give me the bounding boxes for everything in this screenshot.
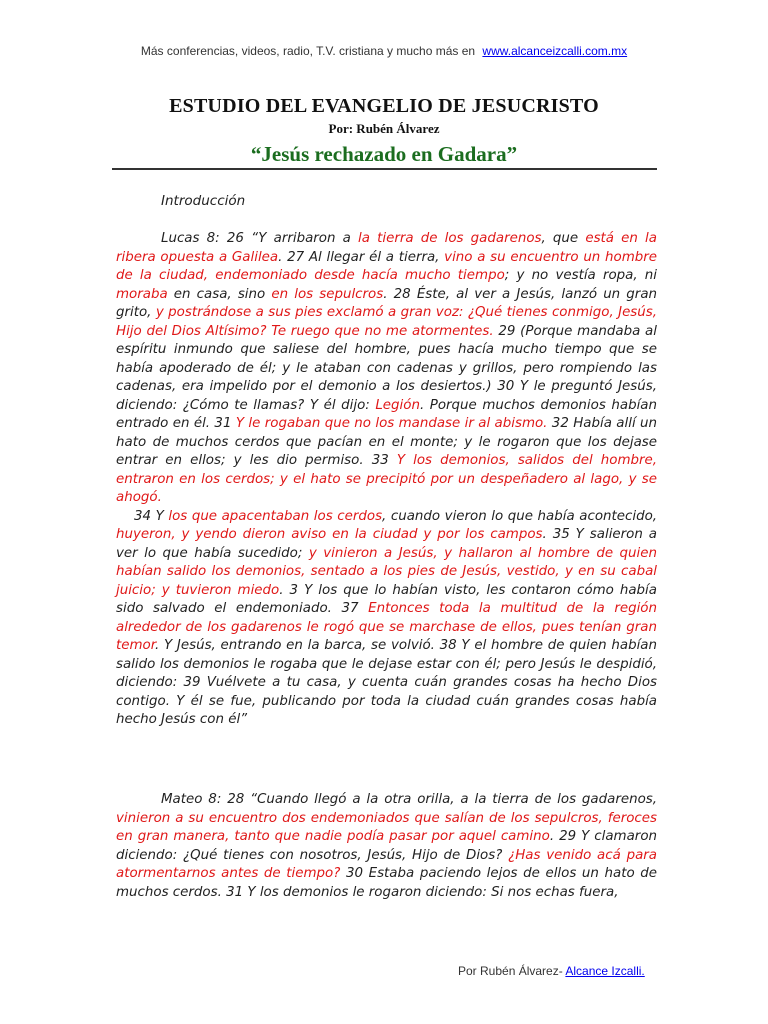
header-text: Más conferencias, videos, radio, T.V. cristiana y mucho más en (140, 44, 476, 58)
body-text: ; y no vestía ropa, ni (504, 268, 657, 283)
highlighted-text: vino a su encuentro un hombre de la ciudad, endemoniado desde hacía mucho tiempo (116, 249, 657, 283)
body-text: Mateo 8: 28 “Cuando llegó a la otra orilla, a la tierra de los gadarenos, (161, 792, 657, 807)
highlighted-text: está en la ribera opuesta a Galilea (116, 231, 657, 265)
matthew-passage (116, 791, 657, 902)
body-text: . Y Jesús, entrando en la barca, se volvió. 38 Y el hombre de quien habían salido los demonios le rogaba que le dejase estar con él; pero Jesús le despidió, diciendo: 39 Vuélvete a tu casa, y cuenta cuán grandes cosas ha hecho Dios contigo. Y él se fue, publicando por toda la ciudad cuán grandes cosas había hecho Jesús con él” (116, 638, 657, 727)
body-text: , cuando vieron lo que había acontecido, (382, 508, 658, 524)
highlighted-text: Entonces toda la multitud de la región alrededor de los gadarenos le rogó que se marchase de ellos, pues tenían gran temor (116, 601, 657, 653)
body-text: 34 Y (134, 508, 169, 524)
author-byline: Por: Rubén Álvarez (328, 121, 440, 136)
body-text: Lucas 8: 26 “Y arribaron a (161, 231, 359, 246)
highlighted-text: Y le rogaban que no los mandase ir al abismo. (235, 416, 548, 431)
body-text: . Porque muchos demonios habían entrado en él. 31 (116, 397, 657, 431)
body-text: en casa, sino (167, 286, 272, 302)
highlighted-text: Legión (375, 397, 420, 413)
document-title: ESTUDIO DEL EVANGELIO DE JESUCRISTO (169, 95, 599, 117)
highlighted-text: los que apacentaban los cerdos (168, 508, 383, 524)
highlighted-text: y postrándose a sus pies exclamó a gran voz: ¿Qué tienes conmigo, Jesús, Hijo del Dios Altísimo? Te ruego que no me atormentes. (116, 305, 657, 339)
highlighted-text: moraba (116, 286, 168, 302)
header-line (0, 44, 768, 58)
footer-link[interactable]: Alcance Izcalli. (565, 964, 645, 978)
highlighted-text: en los sepulcros (271, 286, 384, 302)
highlighted-text: huyeron, y yendo dieron aviso en la ciudad y por los campos (116, 527, 543, 542)
body-text: . 28 Éste, al ver a Jesús, lanzó un gran grito, (116, 286, 658, 320)
body-text: 30 Estaba paciendo lejos de ellos un hato de muchos cerdos. 31 Y los demonios le rogaron diciendo: Si nos echas fuera, (116, 866, 658, 900)
highlighted-text: la tierra de los gadarenos (358, 231, 542, 246)
body-text: . 29 Y clamaron diciendo: ¿Qué tienes con nosotros, Jesús, Hijo de Dios? (116, 829, 657, 863)
sermon-subtitle: “Jesús rechazado en Gadara” (250, 142, 518, 166)
footer-text: Por Rubén Álvarez- (458, 964, 566, 978)
highlighted-text: ¿Has venido acá para atormentarnos antes de tiempo? (116, 847, 657, 881)
intro-heading: Introducción (161, 193, 246, 209)
body-text: 29 (Porque mandaba al espíritu inmundo que saliese del hombre, pues hacía mucho tiempo que se había apoderado de él; y le ataban con cadenas y grillos, pero rompiendo las cadenas, era impelido por el demonio a los desiertos.) 30 Y le preguntó Jesús, diciendo: ¿Cómo te llamas? Y él dijo: (116, 323, 657, 413)
luke-paragraph-1 (116, 230, 657, 508)
highlighted-text: Y los demonios, salidos del hombre, entraron en los cerdos; y el hato se precipitó por un despeñadero al lago, y se ahogó. (116, 453, 658, 505)
title-divider (112, 168, 657, 170)
matthew-paragraph (116, 791, 657, 902)
footer (458, 964, 645, 978)
luke-paragraph-2 (116, 508, 657, 730)
luke-passage (116, 230, 657, 730)
highlighted-text: vinieron a su encuentro dos endemoniados que salían de los sepulcros, feroces en gran manera, tanto que nadie podía pasar por aquel camino (116, 810, 657, 844)
body-text: 32 Había allí un hato de muchos cerdos que pacían en el monte; y le rogaron que los dejase entrar en ellos; y les dio permiso. 33 (116, 416, 658, 468)
body-text: , que (541, 231, 586, 246)
highlighted-text: y vinieron a Jesús, y hallaron al hombre de quien habían salido los demonios, sentado a los pies de Jesús, vestido, y en su cabal juicio; y tuvieron miedo (116, 545, 657, 598)
body-text: . 27 Al llegar él a tierra, (278, 249, 445, 265)
website-link[interactable]: www.alcanceizcalli.com.mx (482, 44, 628, 58)
body-text: . 35 Y salieron a ver lo que había sucedido; (116, 527, 657, 561)
body-text: . 3 Y los que lo habían visto, les contaron cómo había sido salvado el endemoniado. 37 (116, 582, 657, 616)
